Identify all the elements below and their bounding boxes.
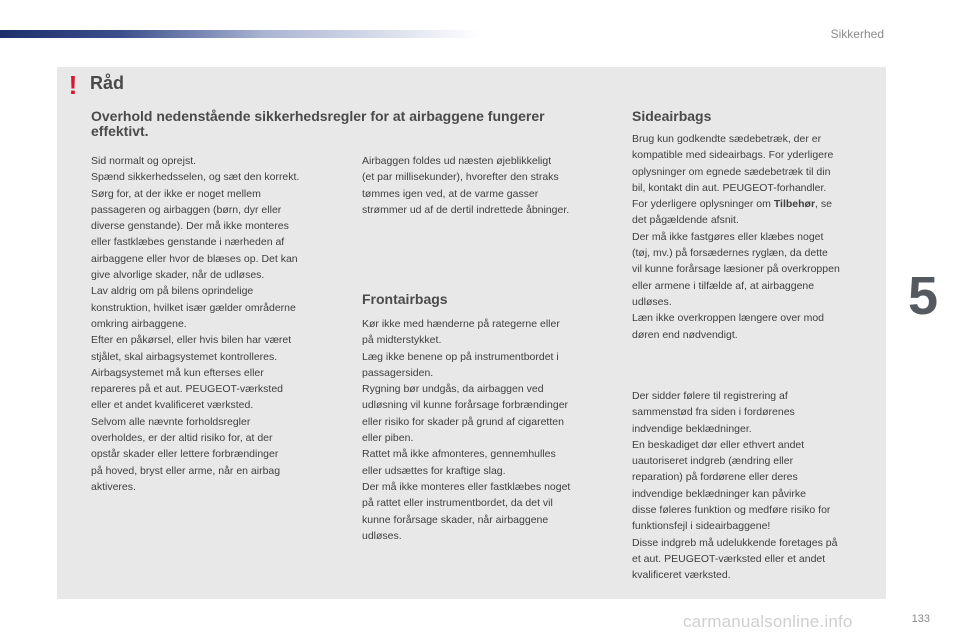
text-line: et aut. PEUGEOT-værksted eller et andet [632,552,826,565]
text-line: på hoved, bryst eller arme, når en airbag [91,464,281,477]
text-line: Sørg for, at der ikke er noget mellem [91,187,261,200]
text-line: konstruktion, hvilket især gælder områderne [91,301,296,314]
text-line: disse føleres funktion og medføre risiko for [632,504,831,517]
watermark: carmanualsonline.info [683,612,853,631]
text-line: udløsning vil kunne forårsage forbrændinger [362,399,569,412]
text-line: opstår skader eller lettere forbrændinger [91,448,279,461]
text-line: eller udsættes for kraftige slag. [362,464,506,477]
text-line: give alvorlige skader, når de udløses. [91,269,265,282]
frontairbags-text [362,316,612,544]
text-line: Der sidder følere til registrering af [632,390,788,402]
text-line: på midterstykket. [362,334,442,347]
accessories-reference: Tilbehør [773,198,816,211]
text-line: kunne forårsage skader, når airbaggene [362,513,549,526]
text-line: Læn ikke overkroppen længere over mod [632,312,825,325]
sideairbags-accessories-line: For yderligere oplysninger om Tilbehør, se [632,198,832,211]
header-accent-bar [0,30,480,38]
text-line: indvendige beklædninger kan påvirke [632,487,806,500]
text-line: på rattet eller instrumentbordet, da det vil [362,497,553,510]
panel-title: Råd [90,73,125,93]
text-line: indvendige beklædninger. [632,422,752,435]
text-line: strømmer ud af de dertil indrettede åbninger. [362,203,570,216]
text-line: Rygning bør undgås, da airbaggen ved [362,383,544,396]
text-line: Læg ikke benene op på instrumentbordet i [362,350,559,363]
text-line: eller et andet kvalificeret værksted. [91,399,254,412]
text-line: Selvom alle nævnte forholdsregler [91,415,251,428]
text-line: overholdes, er der altid risiko for, at der [91,432,273,445]
text-line: reparation) på fordørene eller deres [632,471,798,484]
text-line: passagersiden. [362,366,434,379]
panel-main-heading: Overhold nedenstående sikkerhedsregler for at airbaggene fungerer effektivt. [91,108,545,139]
text-line: Brug kun godkendte sædebetræk, der er [632,133,822,145]
text-line: Der må ikke monteres eller fastklæbes noget [362,480,571,493]
text-line: udløses. [362,529,402,542]
text-line: Lav aldrig om på bilens oprindelige [91,285,254,298]
text-line: En beskadiget dør eller ethvert andet [632,438,805,451]
text-line: oplysninger om egnede sædebetræk til din [632,165,831,178]
sideairbags-text-part2 [632,212,882,342]
text-line: passageren og airbaggen (børn, dyr eller [91,203,282,216]
text-line: (et par millisekunder), hvorefter den straks [362,171,559,184]
text-line: eller risiko for skader på grund af cigaretten [362,415,564,428]
text-line: diverse genstande). Der må ikke monteres [91,220,289,233]
page-number: 133 [911,613,930,625]
text-line: sammenstød fra siden i fordørenes [632,406,795,419]
section-title: Sikkerhed [830,27,884,41]
exclamation-icon: ! [68,70,78,100]
side-sensors-text [632,388,882,584]
text-line: eller piben. [362,432,414,445]
text-line: Spænd sikkerhedsselen, og sæt den korrekt. [91,171,300,184]
text-line: Disse indgreb må udelukkende foretages på [632,536,838,549]
text-line: repareres på et aut. PEUGEOT-værksted [91,383,283,396]
text-line: uautoriseret indgreb (ændring eller [632,455,794,468]
frontairbags-heading: Frontairbags [362,291,448,307]
text-line: det pågældende afsnit. [632,214,739,227]
sideairbags-heading: Sideairbags [632,108,712,124]
text-line: eller fastklæbes genstande i nærheden af [91,236,285,249]
text-line: kompatible med sideairbags. For yderligere [632,149,834,162]
text-line: Airbaggen foldes ud næsten øjeblikkeligt [362,155,552,167]
text-line: Der må ikke fastgøres eller klæbes noget [632,230,824,243]
sideairbags-text-part1 [632,131,882,196]
text-line: funktionsfejl i sideairbaggene! [632,520,771,533]
text-line: airbaggene eller hvor de blæses op. Det kan [91,252,298,265]
text-line: Efter en påkørsel, eller hvis bilen har været [91,334,292,347]
text-line: døren end nødvendigt. [632,328,738,341]
text-line: stjålet, skal airbagsystemet kontrolleres. [91,350,278,363]
text-line: aktiveres. [91,480,136,493]
text-line: tømmes igen ved, at de varme gasser [362,187,539,200]
text-line: bil, kontakt din aut. PEUGEOT-forhandler. [632,181,827,194]
text-line: udløses. [632,295,672,308]
text-line: kvalificeret værksted. [632,569,731,582]
text-line: (tøj, mv.) på forsædernes ryglæn, da dette [632,247,828,260]
general-advice-text [91,153,343,495]
sideairbags-text [632,131,882,343]
text-line: Kør ikke med hænderne på rategerne eller [362,318,560,330]
text-line: Sid normalt og oprejst. [91,155,197,167]
airbag-deploy-text [362,153,612,218]
text-line: Airbagsystemet må kun efterses eller [91,366,264,379]
chapter-number: 5 [907,266,939,326]
text-line: eller armene i tilfælde af, at airbaggene [632,279,815,292]
text-line: Rattet må ikke afmonteres, gennemhulles [362,448,556,461]
text-line: omkring airbaggene. [91,317,187,330]
text-line: vil kunne forårsage læsioner på overkroppen [632,263,840,276]
